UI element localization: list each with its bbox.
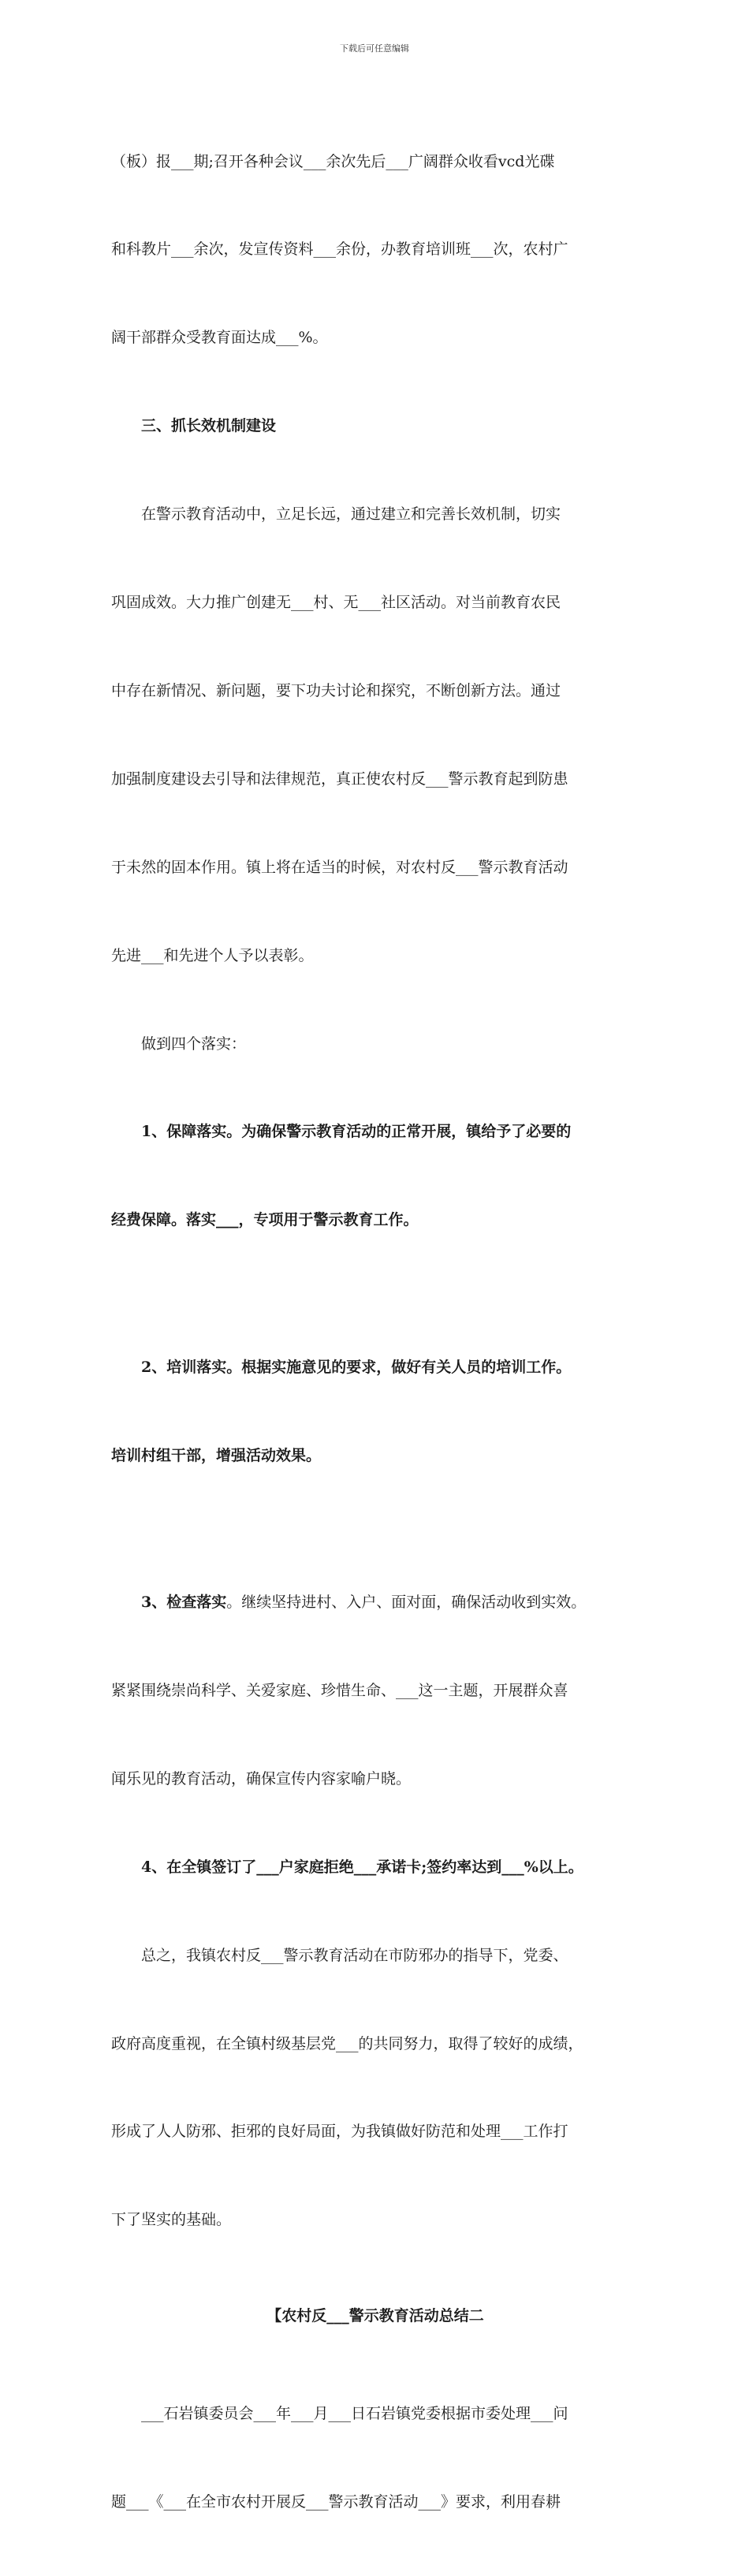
- section-title-two: 【农村反___警示教育活动总结二: [266, 2307, 484, 2325]
- text-line: （板）报___期;召开各种会议___余次先后___广阔群众收看vcd光碟: [111, 152, 555, 170]
- text-line: 1、保障落实。为确保警示教育活动的正常开展，镇给予了必要的: [141, 1123, 572, 1141]
- text-run: 。继续坚持进村、入户、面对面，确保活动收到实效。: [226, 1594, 587, 1612]
- text-line: 和科教片___余次，发宣传资料___余份，办教育培训班___次，农村广: [111, 240, 568, 259]
- list-item-inspection: [111, 1530, 639, 1853]
- paragraph-four-implementations: 做到四个落实：: [141, 1035, 247, 1053]
- paragraph-shiyan-town: [111, 2341, 639, 2576]
- page-header: 下载后可任意编辑: [340, 43, 409, 54]
- paragraph-long-term-mechanism: [111, 442, 639, 1030]
- text-line: 中存在新情况、新问题，要下功夫讨论和探究，不断创新方法。通过: [111, 681, 561, 699]
- text-line: 在警示教育活动中，立足长远，通过建立和完善长效机制，切实: [141, 505, 561, 524]
- text-line: 经费保障。落实___，专项用于警示教育工作。: [111, 1211, 419, 1229]
- text-line: 加强制度建设去引导和法律规范，真正使农村反___警示教育起到防患: [111, 770, 568, 788]
- list-item-pledge: 4、在全镇签订了___户家庭拒绝___承诺卡;签约率达到___%以上。: [141, 1858, 583, 1876]
- list-item-label: 3、检查落实: [141, 1594, 227, 1612]
- text-line: 紧紧围绕崇尚科学、关爱家庭、珍惜生命、___这一主题，开展群众喜: [111, 1682, 568, 1700]
- list-item-training: [111, 1294, 639, 1529]
- text-line: ___石岩镇委员会___年___月___日石岩镇党委根据市委处理___问: [141, 2405, 568, 2423]
- text-line: 形成了人人防邪、拒邪的良好局面，为我镇做好防范和处理___工作打: [111, 2123, 568, 2141]
- text-line: [111, 1588, 639, 1617]
- text-line: 题___《___在全市农村开展反___警示教育活动___》要求，利用春耕: [111, 2493, 561, 2511]
- text-line: 政府高度重视，在全镇村级基层党___的共同努力，取得了较好的成绩，: [111, 2034, 583, 2052]
- text-line: 巩固成效。大力推广创建无___村、无___社区活动。对当前教育农民: [111, 594, 561, 612]
- text-line: 总之，我镇农村反___警示教育活动在市防邪办的指导下，党委、: [141, 1946, 568, 1964]
- document-body: [111, 88, 639, 2576]
- text-line: 培训村组干部，增强活动效果。: [111, 1446, 322, 1464]
- text-line: 于未然的固本作用。镇上将在适当的时候，对农村反___警示教育活动: [111, 858, 568, 876]
- paragraph-summary: [111, 1882, 639, 2294]
- text-line: 2、培训落实。根据实施意见的要求，做好有关人员的培训工作。: [141, 1358, 572, 1376]
- text-line: 下了坚实的基础。: [111, 2211, 232, 2229]
- text-line: 闻乐见的教育活动，确保宣传内容家喻户晓。: [111, 1769, 412, 1788]
- text-line: 阔干部群众受教育面达成___%。: [111, 329, 328, 347]
- text-line: 先进___和先进个人予以表彰。: [111, 946, 314, 964]
- section-heading-3: 三、抓长效机制建设: [141, 417, 277, 435]
- list-item-guarantee: [111, 1059, 639, 1294]
- paragraph-publicity-stats: [111, 88, 639, 412]
